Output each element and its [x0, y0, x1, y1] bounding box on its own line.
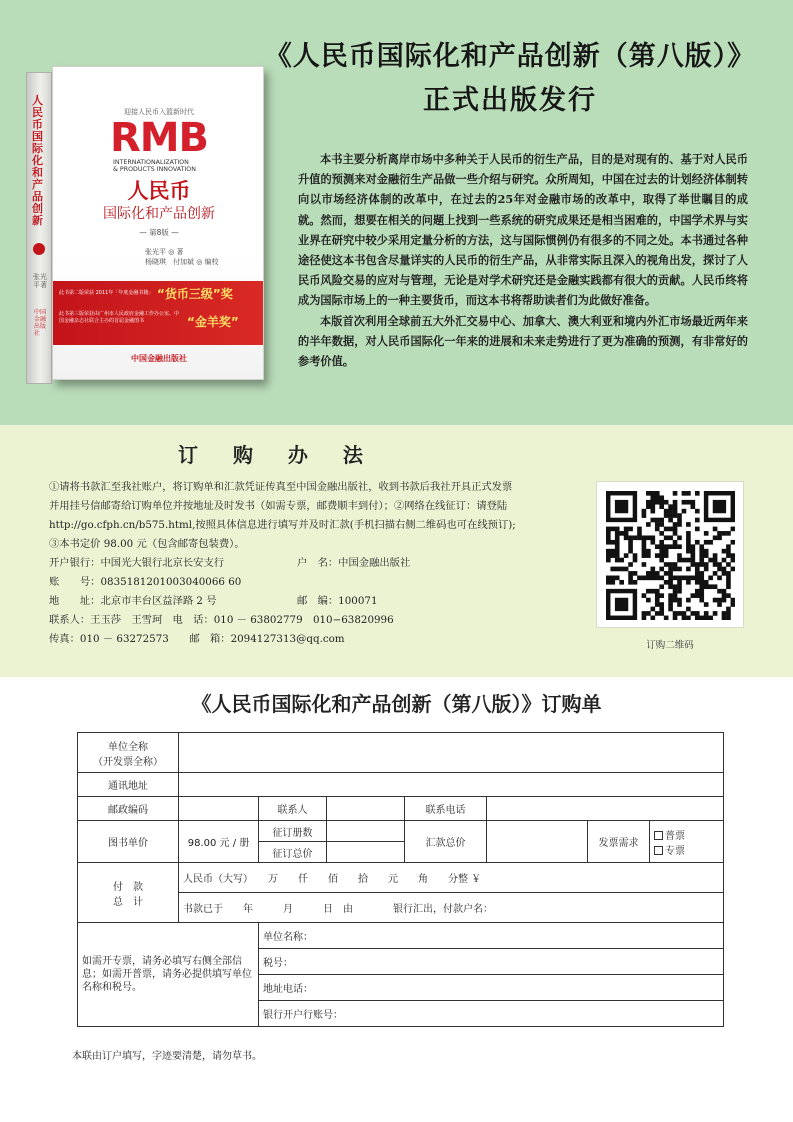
- order-form-title: 《人民币国际化和产品创新（第八版）》订购单: [191, 692, 602, 716]
- unit-name-label: 单位全称 （开发票全称）: [78, 733, 179, 773]
- cover-english-line2: & PRODUCTS INNOVATION: [113, 166, 196, 173]
- book-introduction: [298, 149, 748, 371]
- qr-code-icon: [606, 491, 735, 620]
- book-front-cover: [52, 66, 264, 380]
- page-title-line1: 《人民币国际化和产品创新（第八版）》: [264, 41, 756, 72]
- cover-slogan: 迎接人民币入篮新时代: [124, 108, 194, 116]
- cover-award-band: [53, 281, 264, 345]
- address-input[interactable]: [179, 773, 724, 797]
- order-method-section: [0, 425, 793, 677]
- publisher-postcode: 邮 编：100071: [297, 595, 378, 607]
- invoice-unit-name-field[interactable]: 单位名称：: [259, 923, 724, 949]
- unit-name-input[interactable]: [179, 733, 724, 773]
- spine-edition-badge: [33, 243, 45, 255]
- intro-paragraph-1: 本书主要分析离岸市场中多种关于人民币的衍生产品，目的是对现有的、基于对人民币升值的预测来对金融衍生产品做一些介绍与研究。众所周知，中国在过去的计划经济体制转向以市场经济体制的改革中，在过去的25年对金融市场的改革中，取得了举世瞩目的成就。然而，想要在相关的问题上找到一些系统的研究成果还是相当困难的，中国学术界与实业界在研究中较少采用定量分析的方法，这与国际惯例仍有很多的不同之处。本书通过各种途径使这本书包含尽量详实的人民币的衍生产品，从非常实际且深入的视角出发，探讨了人民币风险交易的应对与管理，无论是对学术研究还是金融实践都有很大的贡献。人民币终将成为国际市场上的一种主要货币，而这本书将帮助读者们为此做好准备。: [298, 152, 748, 308]
- phone-input[interactable]: [487, 797, 724, 821]
- award-line2: 此书第三版荣获由广州市人民政府金融工作办公室、中国金融杂志社联合主办的首届金融图书: [59, 311, 180, 324]
- fax-email-line: 传真：010 － 63272573 邮 箱：2094127313@qq.com: [49, 633, 345, 645]
- invoice-bank-account-field[interactable]: 银行开户行账号：: [259, 1001, 724, 1027]
- invoice-option-normal[interactable]: 普票: [654, 827, 719, 842]
- page-title-line2: 正式出版发行: [423, 85, 597, 116]
- form-row-contact: [78, 797, 724, 821]
- invoice-option-special[interactable]: 专票: [654, 842, 719, 857]
- order-line-1: ①请将书款汇至我社账户，将订购单和汇款凭证传真至中国金融出版社，收到书款后我社开具正式发票: [49, 481, 513, 493]
- invoice-label: 发票需求: [588, 821, 650, 863]
- quantity-label: 征订册数: [259, 821, 327, 842]
- address-row: [49, 592, 579, 611]
- qr-code[interactable]: [596, 481, 744, 628]
- order-total-input[interactable]: [327, 842, 405, 863]
- checkbox-normal-invoice[interactable]: [654, 831, 663, 840]
- price-value: 98.00 元 / 册: [179, 821, 259, 863]
- cover-publisher: 中国金融出版社: [131, 354, 187, 363]
- book-cover-image: [26, 66, 266, 384]
- cover-subtitle: 国际化和产品创新: [103, 206, 215, 222]
- invoice-address-phone-field[interactable]: 地址电话：: [259, 975, 724, 1001]
- order-line-2: 并用挂号信邮寄给订购单位并按地址及时发书（如需专票，邮费顺丰到付）；②网络在线征订：请登陆: [49, 500, 508, 512]
- cover-english-line1: INTERNATIONALIZATION: [113, 159, 189, 166]
- rmb-capital-amount[interactable]: 人民币（大写） 万 仟 佰 拾 元 角 分整 ￥: [179, 863, 724, 893]
- intro-paragraph-2: 本版首次利用全球前五大外汇交易中心、加拿大、澳大利亚和境内外汇市场最近两年来的半年数据，对人民币国际化一年来的进展和未来走势进行了更为准确的预测，有非常好的参考价值。: [298, 313, 748, 369]
- phone-label: 联系电话: [405, 797, 487, 821]
- price-label: 图书单价: [78, 821, 179, 863]
- cover-english-title: [113, 159, 253, 173]
- invoice-tax-number-field[interactable]: 税号：: [259, 949, 724, 975]
- cover-author-line1: 张光平 ◎ 著: [145, 248, 184, 256]
- bank-name: 开户银行：中国光大银行北京长安支行: [49, 557, 225, 569]
- invoice-options: [650, 821, 724, 863]
- spine-publisher: 中国金融出版社: [34, 309, 47, 337]
- remit-total-label: 汇款总价: [405, 821, 487, 863]
- form-row-price-1: [78, 821, 724, 842]
- form-row-address: [78, 773, 724, 797]
- checkbox-special-invoice[interactable]: [654, 846, 663, 855]
- account-number: 账 号：0835181201003040066 60: [49, 576, 242, 588]
- form-footnote: 本联由订户填写，字迹要清楚，请勿草书。: [72, 1051, 262, 1062]
- qr-caption: 订购二维码: [646, 640, 694, 651]
- form-row-payment-1: [78, 863, 724, 893]
- book-spine: [26, 72, 52, 384]
- account-name: 户 名：中国金融出版社: [297, 557, 411, 569]
- spine-author: 张光平著: [33, 273, 47, 289]
- award-line1: 此书第二版荣获 2011年「年度金融书籍」: [59, 290, 154, 296]
- order-form: [77, 732, 724, 1027]
- order-price-line: ③本书定价 98.00 元（包含邮寄包装费）。: [49, 538, 245, 550]
- cover-rmb-logo: RMB: [109, 115, 209, 161]
- quantity-input[interactable]: [327, 821, 405, 842]
- order-link-line[interactable]: http://go.cfph.cn/b575.html,按照具体信息进行填写并及时汇款(手机扫描右侧二维码也可在线预订);: [49, 519, 516, 531]
- contact-line: 联系人：王玉莎 王雪珂 电 话：010 － 63802779 010−63820996: [49, 614, 394, 626]
- remit-total-input[interactable]: [487, 821, 588, 863]
- award-badge-1: “货币三级”奖: [157, 287, 233, 301]
- contact-person-label: 联系人: [259, 797, 327, 821]
- invoice-instructions: 如需开专票，请务必填写右侧全部信息；如需开普票，请务必提供填写单位名称和税号。: [78, 923, 259, 1027]
- cover-title: 人民币: [127, 179, 191, 203]
- order-heading: 订 购 办 法: [178, 443, 377, 467]
- payment-total-label: 付 款 总 计: [78, 863, 179, 923]
- form-row-unit: [78, 733, 724, 773]
- spine-title: 人民币国际化和产品创新: [32, 94, 43, 227]
- payment-record[interactable]: 书款已于 年 月 日 由 银行汇出，付款户名：: [179, 893, 724, 923]
- order-instructions: [49, 478, 579, 649]
- order-total-label: 征订总价: [259, 842, 327, 863]
- bank-row: [49, 554, 579, 573]
- form-row-invoice-1: [78, 923, 724, 949]
- intro-section: [0, 0, 793, 425]
- contact-person-input[interactable]: [327, 797, 405, 821]
- cover-author-line2: 杨晓琪 付加斌 ◎ 编校: [145, 258, 219, 266]
- award-badge-2: “金羊奖”: [187, 315, 239, 329]
- publisher-address: 地 址：北京市丰台区益泽路 2 号: [49, 595, 217, 607]
- postcode-label: 邮政编码: [78, 797, 179, 821]
- address-label: 通讯地址: [78, 773, 179, 797]
- cover-authors: [145, 247, 255, 267]
- postcode-input[interactable]: [179, 797, 259, 821]
- cover-edition: — 第8版 —: [139, 228, 179, 237]
